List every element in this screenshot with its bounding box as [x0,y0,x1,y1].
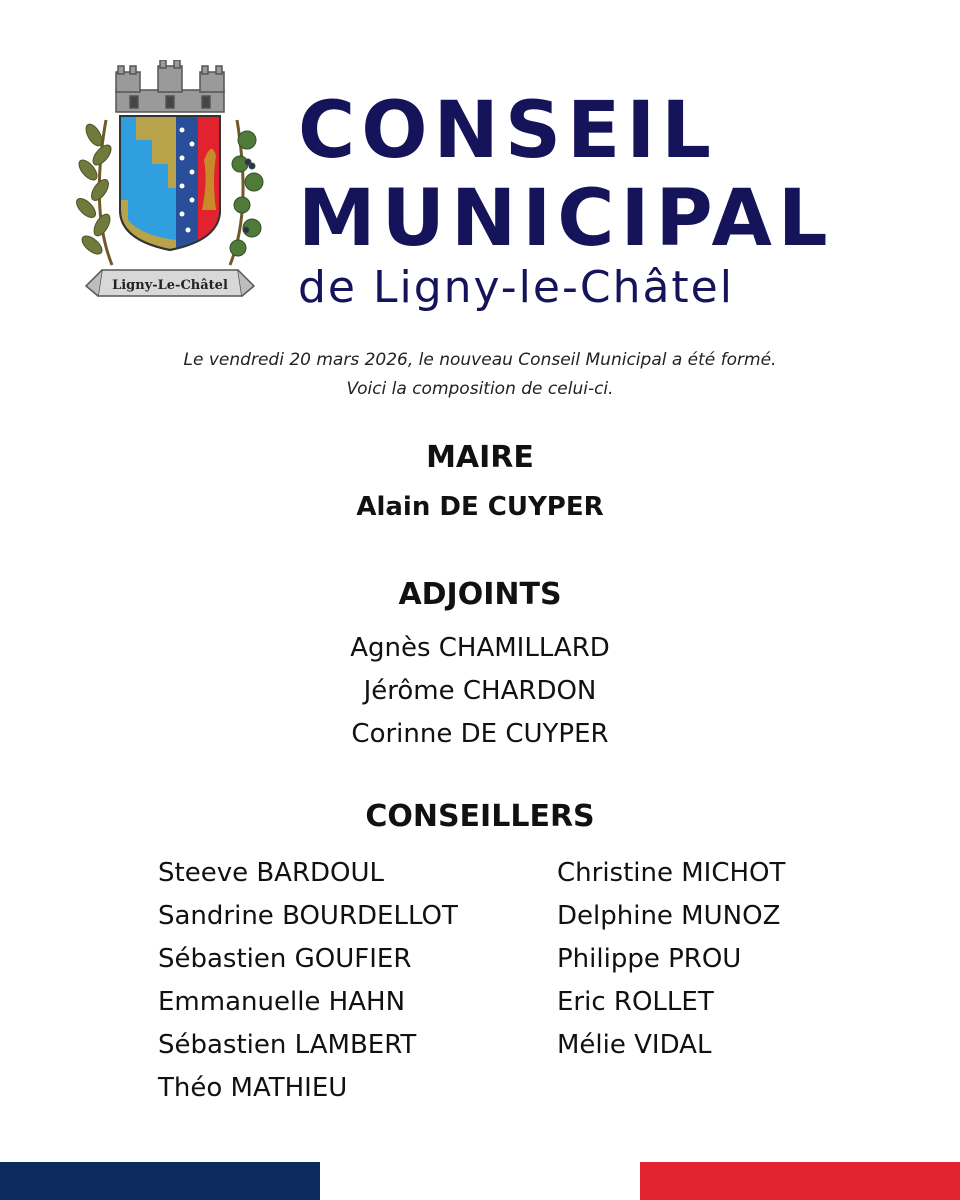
conseiller-name: Sébastien LAMBERT [158,1030,417,1060]
adjoint-name: Jérôme CHARDON [363,676,597,706]
conseiller-name: Mélie VIDAL [557,1030,712,1060]
flag-band-blue [0,1162,320,1200]
flag-band-white [320,1162,640,1200]
conseiller-name: Steeve BARDOUL [158,858,385,888]
intro-line2: Voici la composition de celui-ci. [346,379,614,399]
crest-banner [86,270,254,296]
crest-banner-label: Ligny-Le-Châtel [112,278,228,293]
conseillers-left-column [158,855,458,1113]
coat-of-arms-icon [72,60,268,316]
page-title-line2: MUNICIPAL [298,174,834,264]
conseiller-name: Philippe PROU [557,944,742,974]
conseiller-name: Delphine MUNOZ [557,901,781,931]
adjoint-name: Corinne DE CUYPER [351,719,609,749]
adjoint-name: Agnès CHAMILLARD [350,633,610,663]
vine-right-icon [230,120,263,265]
maire-name: Alain DE CUYPER [356,492,604,522]
conseiller-name: Christine MICHOT [557,858,786,888]
adjoints-heading: ADJOINTS [398,577,562,612]
conseillers-right-column [557,855,785,1070]
intro-line1: Le vendredi 20 mars 2026, le nouveau Conseil Municipal a été formé. [183,350,777,370]
conseiller-name: Emmanuelle HAHN [158,987,406,1017]
conseiller-name: Sandrine BOURDELLOT [158,901,458,931]
laurel-left-icon [73,120,114,265]
conseiller-name: Sébastien GOUFIER [158,944,412,974]
conseiller-name: Eric ROLLET [557,987,714,1017]
page-subtitle: de Ligny-le-Châtel [298,262,734,313]
page-title-line1: CONSEIL [298,86,718,176]
flag-band-red [640,1162,960,1200]
conseillers-heading: CONSEILLERS [365,799,595,834]
shield-icon [120,116,220,250]
maire-heading: MAIRE [426,440,534,475]
castle-crown-icon [116,60,224,112]
conseiller-name: Théo MATHIEU [158,1073,348,1103]
